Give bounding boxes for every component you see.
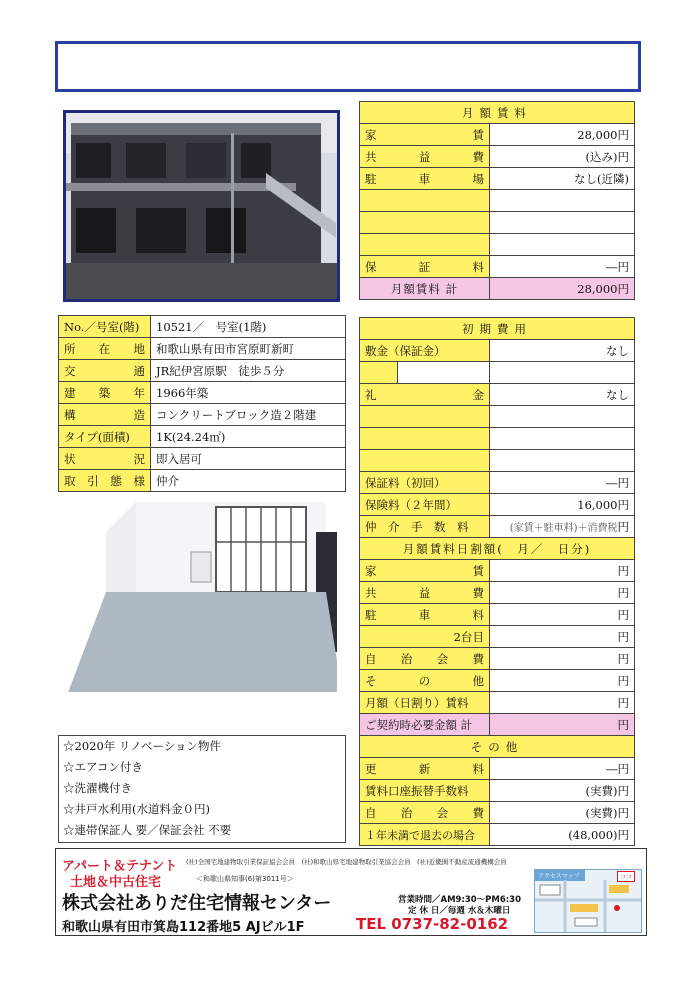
note-item: ☆連帯保証人 要／保証会社 不要 xyxy=(63,823,232,837)
initial-cost-table xyxy=(359,317,635,538)
blank-cell xyxy=(360,428,490,450)
daily-rent-table xyxy=(359,537,635,736)
association-fee-label: 自 治 会 費 xyxy=(360,802,490,824)
room-interior-photo xyxy=(63,489,340,695)
rent-label: 家 賃 xyxy=(360,124,490,146)
insurance-value: 16,000円 xyxy=(490,494,635,516)
type-value: 1K(24.24㎡) xyxy=(151,426,346,448)
daily-parking-label: 駐 車 料 xyxy=(360,604,490,626)
phone-number: TEL 0737-82-0162 xyxy=(356,915,509,933)
brokerage-fee-formula: (家賃＋駐車料)＋消費税 xyxy=(509,522,618,534)
key-money-value: なし xyxy=(490,384,635,406)
transfer-fee-value: (実費)円 xyxy=(490,780,635,802)
blank-cell xyxy=(360,406,490,428)
blank-cell xyxy=(490,362,635,384)
daily-header: 月額賃料日割額( 月／ 日分) xyxy=(360,538,635,560)
contract-total-label: ご契約時必要金額 計 xyxy=(360,714,490,736)
blank-cell xyxy=(490,406,635,428)
type-label: タイプ(面積) xyxy=(59,426,151,448)
guarantee-initial-label: 保証料（初回） xyxy=(360,472,490,494)
blank-cell xyxy=(360,234,490,256)
common-fee-label: 共 益 費 xyxy=(360,146,490,168)
property-info-table xyxy=(58,315,346,492)
status-value: 即入居可 xyxy=(151,448,346,470)
daily-association-value: 円 xyxy=(490,648,635,670)
other-header: その他 xyxy=(360,736,635,758)
note-item: ☆洗濯機付き xyxy=(63,781,132,795)
association-fee-value: (実費)円 xyxy=(490,802,635,824)
daily-common-fee-value: 円 xyxy=(490,582,635,604)
blank-cell xyxy=(490,450,635,472)
parking-label: 駐 車 場 xyxy=(360,168,490,190)
room-no-value: 10521／ 号室(1階) xyxy=(151,316,346,338)
early-exit-value: (48,000)円 xyxy=(490,824,635,846)
rent-header: 月額賃料 xyxy=(360,102,635,124)
initial-header: 初期費用 xyxy=(360,318,635,340)
address-label: 所 在 地 xyxy=(59,338,151,360)
blank-cell xyxy=(360,212,490,234)
holidays: 定 休 日／毎週 水＆木曜日 xyxy=(408,906,511,916)
map-here-marker: ココ xyxy=(617,871,635,882)
blank-cell xyxy=(360,190,490,212)
daily-other-label: そ の 他 xyxy=(360,670,490,692)
access-map xyxy=(534,869,642,933)
blank-cell xyxy=(490,428,635,450)
structure-value: コンクリートブロック造２階建 xyxy=(151,404,346,426)
map-roads-graphic xyxy=(535,880,642,933)
blank-cell xyxy=(490,234,635,256)
daily-association-label: 自 治 会 費 xyxy=(360,648,490,670)
daily-rent-label: 家 賃 xyxy=(360,560,490,582)
insurance-label: 保険料（２年間） xyxy=(360,494,490,516)
tag-land: 土地＆中古住宅 xyxy=(70,875,162,890)
blank-cell xyxy=(360,362,398,384)
company-name: 株式会社ありだ住宅情報センター xyxy=(62,893,332,914)
brokerage-fee-unit: 円 xyxy=(617,519,629,534)
note-item: ☆2020年 リノベーション物件 xyxy=(63,739,222,753)
transaction-label: 取引態様 xyxy=(59,470,151,492)
status-label: 状 況 xyxy=(59,448,151,470)
other-fees-table xyxy=(359,735,635,846)
deposit-label: 敷金（保証金） xyxy=(360,340,490,362)
common-fee-value: (込み)円 xyxy=(490,146,635,168)
address-value: 和歌山県有田市宮原町新町 xyxy=(151,338,346,360)
daily-other-value: 円 xyxy=(490,670,635,692)
access-value: JR紀伊宮原駅 徒歩５分 xyxy=(151,360,346,382)
daily-rent-value: 円 xyxy=(490,560,635,582)
room-no-label: No.／号室(階) xyxy=(59,316,151,338)
monthly-rent-table xyxy=(359,101,635,300)
company-banner xyxy=(55,848,647,936)
company-address: 和歌山県有田市箕島112番地5 AJビル1F xyxy=(62,920,305,935)
features-notes xyxy=(58,735,346,843)
blank-cell xyxy=(360,450,490,472)
renewal-fee-label: 更 新 料 xyxy=(360,758,490,780)
transfer-fee-label: 賃料口座振替手数料 xyxy=(360,780,490,802)
early-exit-label: １年未満で退去の場合 xyxy=(360,824,490,846)
second-car-label: 2台目 xyxy=(360,626,490,648)
blank-cell xyxy=(398,362,490,384)
deposit-value: なし xyxy=(490,340,635,362)
built-year-value: 1966年築 xyxy=(151,382,346,404)
transaction-value: 仲介 xyxy=(151,470,346,492)
renewal-fee-value: ―円 xyxy=(490,758,635,780)
key-money-label: 礼 金 xyxy=(360,384,490,406)
prorated-rent-value: 円 xyxy=(490,692,635,714)
guarantee-fee-label: 保 証 料 xyxy=(360,256,490,278)
contract-total-value: 円 xyxy=(490,714,635,736)
rent-value: 28,000円 xyxy=(490,124,635,146)
daily-parking-value: 円 xyxy=(490,604,635,626)
note-item: ☆エアコン付き xyxy=(63,760,143,774)
association-members: (社)全国宅地建物取引業保証協会会員 (社)和歌山県宅地建物取引業協会会員 (社)近畿圏不動産流通機構会員 xyxy=(186,858,507,866)
daily-common-fee-label: 共 益 費 xyxy=(360,582,490,604)
monthly-total-value: 28,000円 xyxy=(490,278,635,300)
business-hours: 営業時間／AM9:30～PM6:30 xyxy=(398,895,522,905)
title-box xyxy=(55,41,641,92)
prorated-rent-label: 月額（日割り）賃料 xyxy=(360,692,490,714)
map-label: アクセスマップ xyxy=(535,870,585,881)
second-car-value: 円 xyxy=(490,626,635,648)
building-exterior-photo xyxy=(63,110,340,302)
brokerage-fee-label: 仲 介 手 数 料 xyxy=(360,516,490,538)
structure-label: 構 造 xyxy=(59,404,151,426)
note-item: ☆井戸水利用(水道料金０円) xyxy=(63,802,210,816)
monthly-total-label: 月額賃料 計 xyxy=(360,278,490,300)
parking-value: なし(近隣) xyxy=(490,168,635,190)
tag-apartment: アパート＆テナント xyxy=(62,859,178,874)
blank-cell xyxy=(490,190,635,212)
license-number: ＜和歌山県知事(6)第3011号＞ xyxy=(196,875,294,883)
guarantee-fee-value: ―円 xyxy=(490,256,635,278)
guarantee-initial-value: ―円 xyxy=(490,472,635,494)
blank-cell xyxy=(490,212,635,234)
access-label: 交 通 xyxy=(59,360,151,382)
built-year-label: 建 築 年 xyxy=(59,382,151,404)
